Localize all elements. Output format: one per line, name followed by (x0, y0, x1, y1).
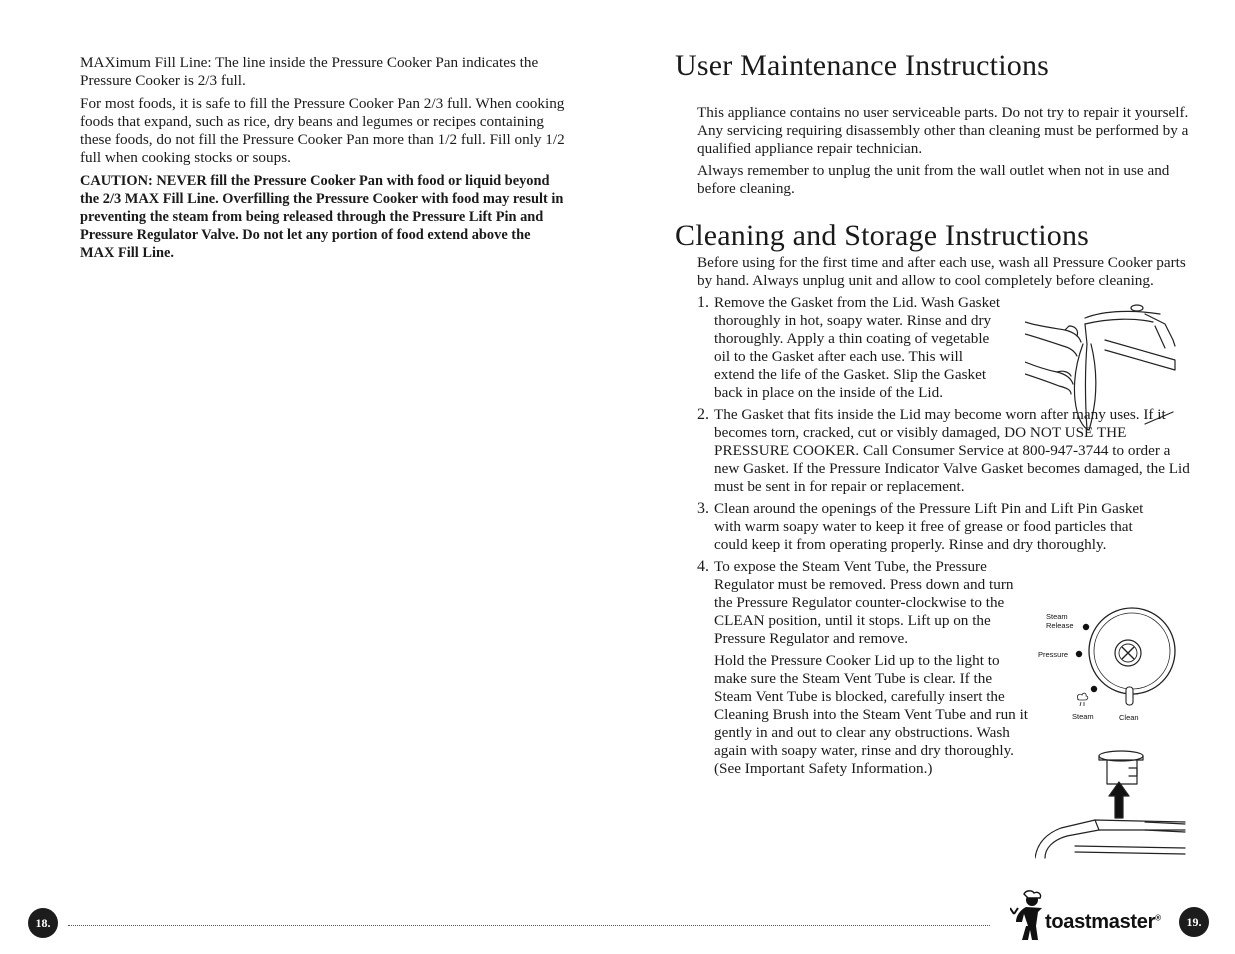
caution-paragraph: CAUTION: NEVER fill the Pressure Cooker Pan with food or liquid beyond the 2/3 MAX Fill Line. Overfilling the Pressure Cooker with food may result in preventing the steam from being released through the Pressure Lift Pin and Pressure Regulator Valve. Do not let any portion of food extend above the MAX Fill Line. (80, 173, 564, 261)
step-number: 4. (697, 558, 709, 575)
dial-inner-ring (1094, 613, 1170, 689)
cleaning-intro: Before using for the first time and after each use, wash all Pressure Cooker parts by hand. Always unplug unit and allow to cool completely before cleaning. (697, 254, 1186, 289)
step-text: Remove the Gasket from the Lid. Wash Gasket thoroughly in hot, soapy water. Rinse and dry thoroughly. Apply a thin coating of vegetable oil to the Gasket after each use. This will extend the life of the Gasket. Slip the Gasket back in place on the inside of the Lid. (714, 294, 1001, 401)
step-text: To expose the Steam Vent Tube, the Pressure Regulator must be removed. Press down and turn the Pressure Regulator counter-clockwise to the CLEAN position, until it stops. Lift up on the Pressure Regulator and remove. (714, 558, 1014, 647)
page-number-right: 19. (1179, 907, 1209, 937)
label-clean: Clean (1119, 713, 1139, 722)
page-number-left: 18. (28, 908, 58, 938)
label-steam-release-line2: Release (1046, 621, 1074, 630)
up-arrow-icon (1109, 782, 1129, 818)
cleaning-step-4 (697, 558, 1024, 648)
maintenance-heading: User Maintenance Instructions (675, 49, 1050, 82)
most-foods-paragraph: For most foods, it is safe to fill the Pressure Cooker Pan 2/3 full. When cooking foods that expand, such as rice, dry beans and legumes or recipes containing these foods, do not fill the Pressure Cooker Pan more than 1/2 full. Fill only 1/2 full when cooking stocks or soups. (80, 95, 565, 166)
label-pressure: Pressure (1038, 650, 1069, 659)
brand-name: toastmaster (1045, 911, 1156, 933)
label-steam-release-line1: Steam (1046, 612, 1068, 621)
maintenance-paragraph-2: Always remember to unplug the unit from the wall outlet when not in use and before cleaning. (697, 162, 1170, 197)
step-4-followup: Hold the Pressure Cooker Lid up to the light to make sure the Steam Vent Tube is clear. If the Steam Vent Tube is blocked, carefully insert the Cleaning Brush into the Steam Vent Tube and run it gently in and out to clear any obstructions. Wash again with soapy water, rinse and dry thoroughly. (See Important Safety Information.) (714, 652, 1029, 777)
toastmaster-chef-logo-icon (1010, 890, 1046, 942)
step-number: 2. (697, 406, 709, 423)
regulator-removal-illustration (1035, 748, 1187, 860)
pressure-regulator-dial-diagram (1038, 607, 1180, 725)
fill-line-paragraph: MAXimum Fill Line: The line inside the Pressure Cooker Pan indicates the Pressure Cooker is 2/3 full. (80, 54, 539, 89)
steam-dot (1091, 686, 1097, 692)
clean-marker (1126, 687, 1133, 705)
cleaning-heading: Cleaning and Storage Instructions (675, 219, 1090, 252)
gasket-washing-illustration (1025, 300, 1177, 434)
steam-cloud-icon (1077, 693, 1087, 706)
step-number: 1. (697, 294, 709, 311)
maintenance-paragraph-1: This appliance contains no user serviceable parts. Do not try to repair it yourself. Any servicing requiring disassembly other than cleaning must be performed by a qualified appliance repair technician. (697, 104, 1189, 157)
steam-release-dot (1083, 624, 1089, 630)
label-steam: Steam (1072, 712, 1094, 721)
step-text: Clean around the openings of the Pressure Lift Pin and Lift Pin Gasket with warm soapy water to keep it free of grease or food particles that could keep it from operating properly. Rinse and dry thoroughly. (714, 500, 1144, 553)
dial-outer-ring (1089, 608, 1175, 694)
pressure-dot (1076, 651, 1082, 657)
left-column (80, 54, 565, 267)
footer-dotted-rule (68, 925, 990, 926)
step-text: The Gasket that fits inside the Lid may become worn after many uses. If it becomes torn, cracked, cut or visibly damaged, DO NOT USE THE PRESSURE COOKER. Call Consumer Service at 800-947-3744 to order a new Gasket. If the Pressure Indicator Valve Gasket becomes damaged, the Lid must be sent in for repair or replacement. (714, 406, 1190, 495)
cleaning-step-3 (697, 500, 1144, 554)
cleaning-step-1 (697, 294, 1004, 402)
step-number: 3. (697, 500, 709, 517)
brand-wordmark (1045, 911, 1161, 934)
brand-registered-mark: ® (1155, 913, 1161, 923)
